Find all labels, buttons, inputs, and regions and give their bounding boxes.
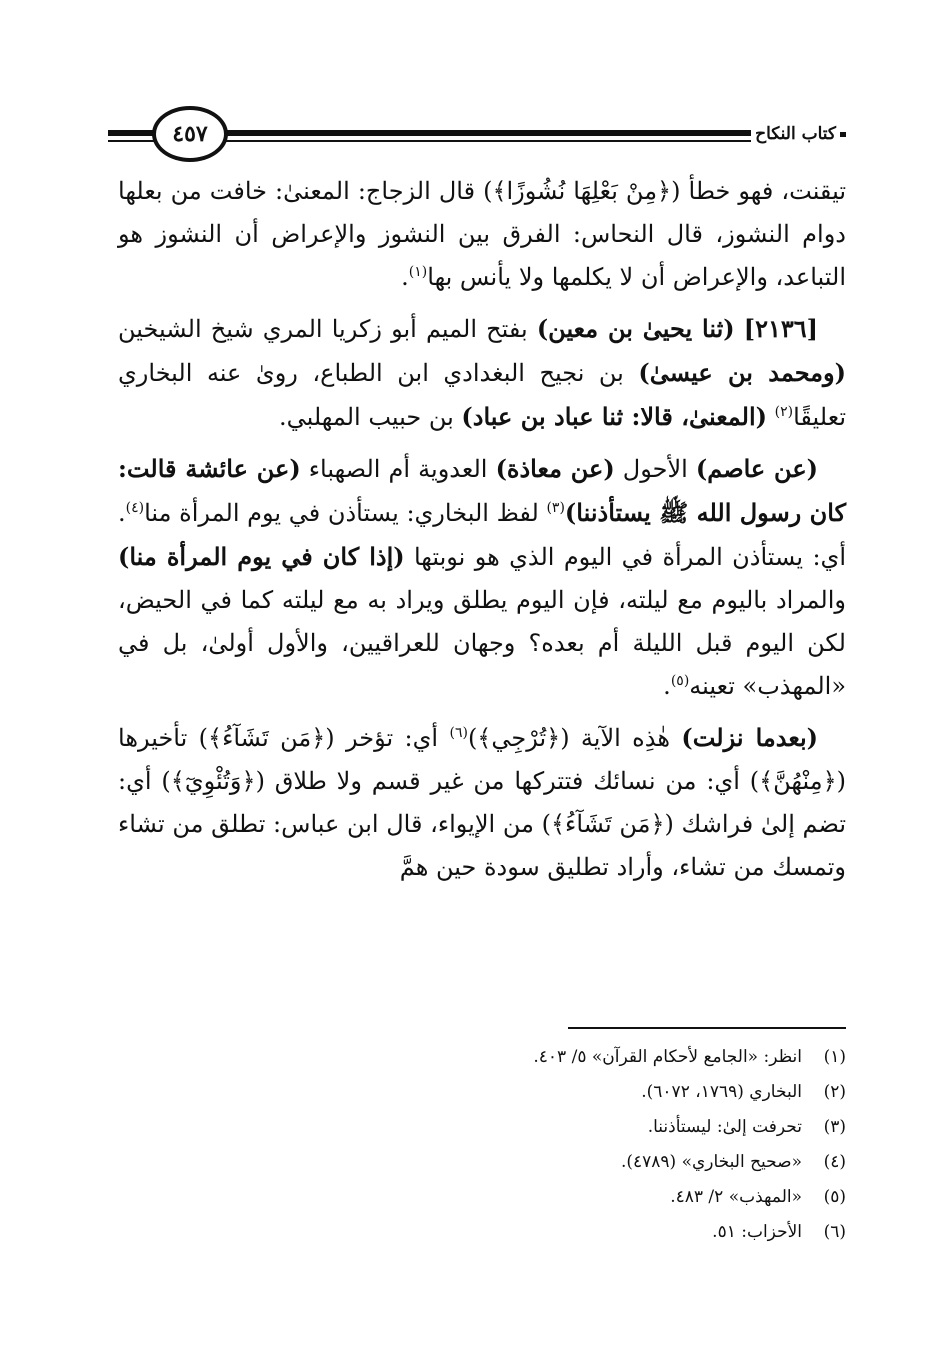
footnote-ref-1: (١) — [408, 264, 428, 280]
footnote-number: (٢) — [823, 1082, 846, 1102]
footnote-text: «صحيح البخاري» (٤٧٨٩). — [620, 1152, 802, 1172]
p3-s10: . — [663, 672, 671, 700]
footnote-text: «المهذب» ٢/ ٤٨٣. — [670, 1187, 802, 1207]
footnote-text: تحرفت إلىٰ: ليستأذننا. — [647, 1117, 802, 1137]
footnote-ref-4: (٤) — [125, 500, 145, 516]
header-rule-right — [226, 130, 786, 136]
p3-s4: العدوية أم الصهباء — [300, 455, 496, 483]
footnote-item — [106, 1215, 846, 1250]
footnote-text: الأحزاب: ٥١. — [712, 1222, 802, 1242]
footnote-text: البخاري (١٧٦٩، ٦٠٧٢). — [641, 1082, 802, 1102]
paragraph-2 — [118, 307, 846, 439]
p2-s5 — [767, 403, 775, 431]
footnote-ref-2: (٢) — [774, 404, 794, 420]
p3-s9: والمراد باليوم مع ليلته، فإن اليوم يطلق ويراد به مع ليلته كما في الحيض، لكن اليوم قبل الليلة أم بعده؟ وجهان للعراقيين، والأول أولىٰ، بل في «المهذب» تعينه — [118, 586, 846, 700]
paragraph-4 — [118, 716, 846, 889]
page-number: ٤٥٧ — [152, 106, 228, 162]
footnote-ref-3: (٣) — [546, 500, 565, 516]
p3-s7: . أي: يستأذن المرأة في اليوم الذي هو نوبتها — [118, 499, 846, 571]
p3-s5: (عن عائشة قالت: كان رسول الله ﷺ يستأذننا) — [118, 454, 847, 527]
p2-s2: بفتح الميم أبو زكريا المري شيخ الشيخين — [118, 315, 537, 343]
p3-s2: الأحول — [614, 455, 696, 483]
header-rule-right-thin — [226, 140, 786, 142]
p3-s6: لفظ البخاري: يستأذن في يوم المرأة منا — [144, 499, 547, 527]
page-header — [108, 104, 848, 164]
p2-s4: بن نجيح البغدادي ابن الطباع، روىٰ عنه البخاري تعليقًا — [118, 359, 846, 431]
p3-s3: (عن معاذة) — [495, 454, 615, 483]
footnote-ref-6: (٦) — [449, 725, 468, 741]
header-rule-left — [108, 130, 156, 136]
p2-s3: (ومحمد بن عيسىٰ) — [638, 358, 846, 387]
footnote-item — [106, 1075, 846, 1110]
p2-s6: (المعنىٰ، قالا: ثنا عباد بن عباد) — [461, 402, 767, 431]
footnote-item — [106, 1040, 846, 1075]
footnote-number: (٥) — [823, 1187, 846, 1207]
header-rule-left-thin — [108, 140, 156, 142]
footnote-separator — [568, 1027, 846, 1029]
footnote-item — [106, 1110, 846, 1145]
footnote-number: (٤) — [823, 1152, 846, 1172]
footnote-ref-5: (٥) — [670, 673, 690, 689]
p4-s2: هٰذِه الآية (﴿تُرْجِي﴾) — [467, 724, 682, 752]
p3-s1: (عن عاصم) — [695, 454, 818, 483]
footnote-number: (٣) — [823, 1117, 846, 1137]
main-text — [118, 170, 846, 897]
footnote-item — [106, 1180, 846, 1215]
footnote-item — [106, 1145, 846, 1180]
footnote-number: (٦) — [823, 1222, 846, 1242]
hadith-number: [٢١٣٦] — [743, 314, 819, 343]
footnote-number: (١) — [823, 1047, 846, 1067]
p3-s8: (إذا كان في يوم المرأة منا) — [118, 542, 405, 571]
p2-s7: بن حبيب المهلبي. — [278, 403, 462, 431]
paragraph-3 — [118, 447, 846, 708]
p4-s3: أي: تؤخر (﴿مَن تَشَآءُ﴾) تأخيرها (﴿مِنْهُنَّ﴾) أي: من نسائك فتتركها من غير قسم ولا طلاق (﴿وَتُئْوِيٓ﴾) أي: تضم إلىٰ فراشك (﴿مَن تَشَآءُ﴾) من الإيواء، قال ابن عباس: تطلق من تشاء وتمسك من تشاء، وأراد تطليق سودة حين همَّ — [118, 724, 846, 881]
paragraph-1 — [118, 170, 846, 299]
footnotes — [106, 1040, 846, 1250]
footnote-text: انظر: «الجامع لأحكام القرآن» ٥/ ٤٠٣. — [533, 1047, 802, 1067]
p2-s1: (ثنا يحيىٰ بن معين) — [536, 314, 735, 343]
p4-s1: (بعدما نزلت) — [681, 723, 818, 752]
p1-text: تيقنت، فهو خطأ (﴿مِنْ بَعْلِهَا نُشُوزًا﴾) قال الزجاج: المعنىٰ: خافت من بعلها دوام النشوز، قال النحاس: الفرق بين النشوز والإعراض أن النشوز هو التباعد، والإعراض أن لا يكلمها ولا يأنس بها — [118, 177, 846, 291]
chapter-title: كتاب النكاح — [751, 124, 840, 144]
p1-end: . — [401, 263, 409, 291]
